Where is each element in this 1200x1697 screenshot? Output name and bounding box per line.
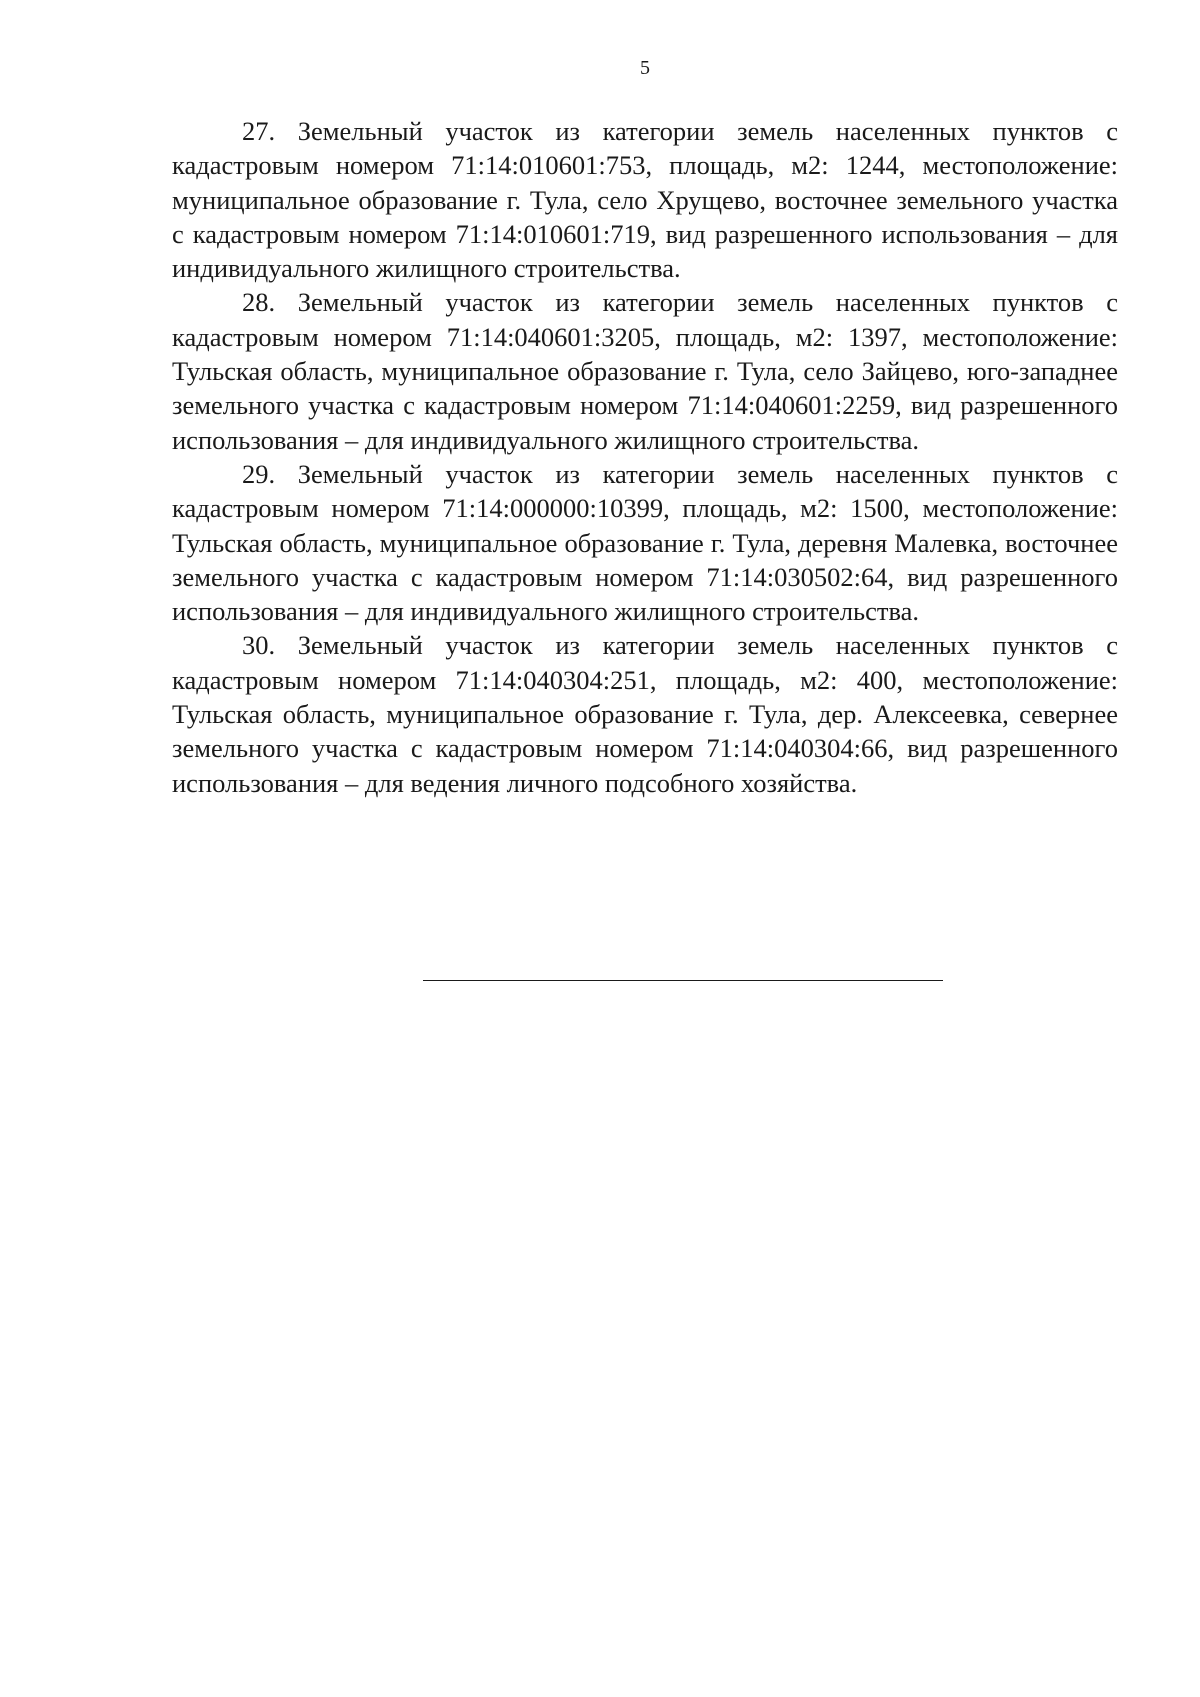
list-item-29: 29. Земельный участок из категории земель населенных пунктов с кадастровым номером 71:14:000000:10399, площадь, м2: 1500, местоположение: Тульская область, муниципальное образование г. Тула, деревня Малевка, восточнее земельного участка с кадастровым номером 71:14:030502:64, вид разрешенного использования – для индивидуального жилищного строительства.: [172, 458, 1118, 627]
page-number: 5: [640, 57, 650, 79]
list-item-28: 28. Земельный участок из категории земель населенных пунктов с кадастровым номером 71:14:040601:3205, площадь, м2: 1397, местоположение: Тульская область, муниципальное образование г. Тула, село Зайцево, юго-западнее земельного участка с кадастровым номером 71:14:040601:2259, вид разрешенного использования – для индивидуального жилищного строительства.: [172, 287, 1118, 455]
document-body: [172, 114, 1118, 800]
list-item-27: 27. Земельный участок из категории земель населенных пунктов с кадастровым номером 71:14:010601:753, площадь, м2: 1244, местоположение: муниципальное образование г. Тула, село Хрущево, восточнее земельного участка с кадастровым номером 71:14:010601:719, вид разрешенного использования – для индивидуального жилищного строительства.: [172, 116, 1118, 284]
end-separator-line: [423, 980, 943, 981]
list-item-30: 30. Земельный участок из категории земель населенных пунктов с кадастровым номером 71:14:040304:251, площадь, м2: 400, местоположение: Тульская область, муниципальное образование г. Тула, дер. Алексеевка, севернее земельного участка с кадастровым номером 71:14:040304:66, вид разрешенного использования – для ведения личного подсобного хозяйства.: [172, 630, 1118, 798]
